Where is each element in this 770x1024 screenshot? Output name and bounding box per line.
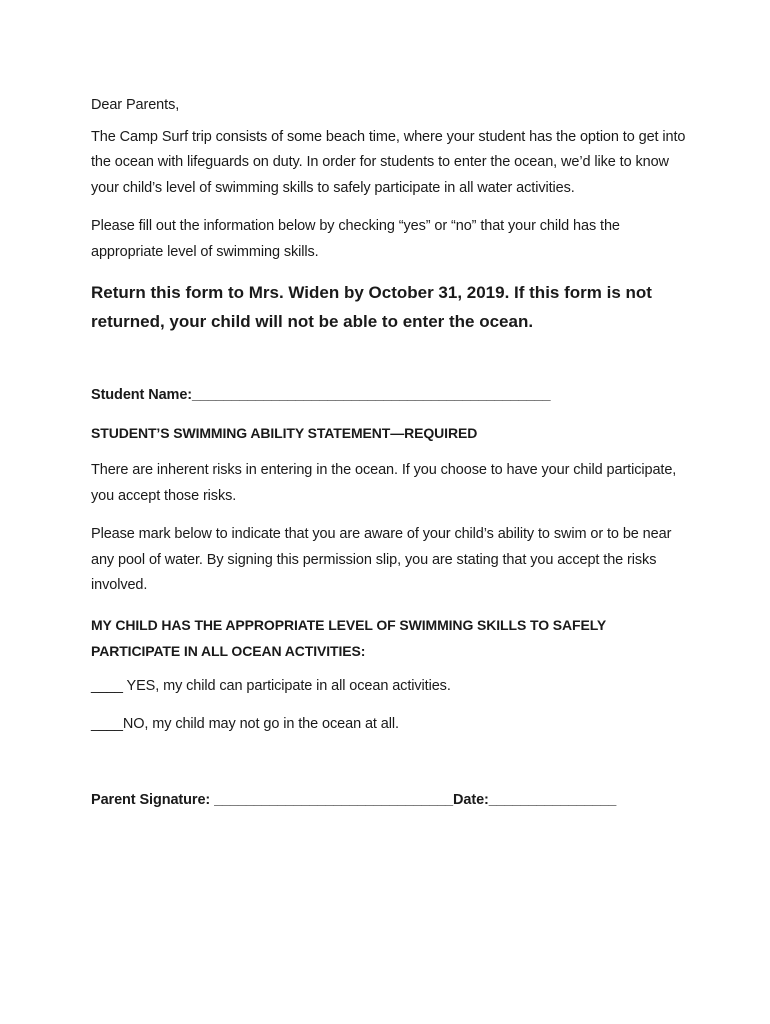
risk-paragraph: There are inherent risks in entering in the ocean. If you choose to have your child participate, you accept those risks. xyxy=(91,462,677,504)
student-name-field[interactable]: Student Name:_____________________________________________ xyxy=(91,387,551,403)
intro-paragraph: The Camp Surf trip consists of some beach time, where your student has the option to get into the ocean with lifeguards on duty. In order for students to enter the ocean, we’d like to know your child’s level of swimming skills to safely participate in all water activities. xyxy=(91,128,686,196)
acknowledgement-paragraph: Please mark below to indicate that you are aware of your child’s ability to swim or to be near any pool of water. By signing this permission slip, you are stating that you accept the risks involved. xyxy=(91,526,672,593)
greeting: Dear Parents, xyxy=(91,97,180,113)
permission-slip xyxy=(91,93,691,813)
option-yes[interactable]: ____ YES, my child can participate in all ocean activities. xyxy=(91,677,451,694)
statement-heading: STUDENT’S SWIMMING ABILITY STATEMENT—REQUIRED xyxy=(91,424,478,441)
instructions-paragraph: Please fill out the information below by checking “yes” or “no” that your child has the appropriate level of swimming skills. xyxy=(91,218,620,260)
skills-heading: MY CHILD HAS THE APPROPRIATE LEVEL OF SWIMMING SKILLS TO SAFELY PARTICIPATE IN ALL OCEAN ACTIVITIES: xyxy=(91,616,606,659)
return-deadline-notice: Return this form to Mrs. Widen by October 31, 2019. If this form is not returned, your child will not be able to enter the ocean. xyxy=(91,283,652,331)
option-no[interactable]: ____NO, my child may not go in the ocean at all. xyxy=(91,716,399,732)
parent-signature-date-line[interactable]: Parent Signature: ______________________________Date:________________ xyxy=(91,791,617,808)
